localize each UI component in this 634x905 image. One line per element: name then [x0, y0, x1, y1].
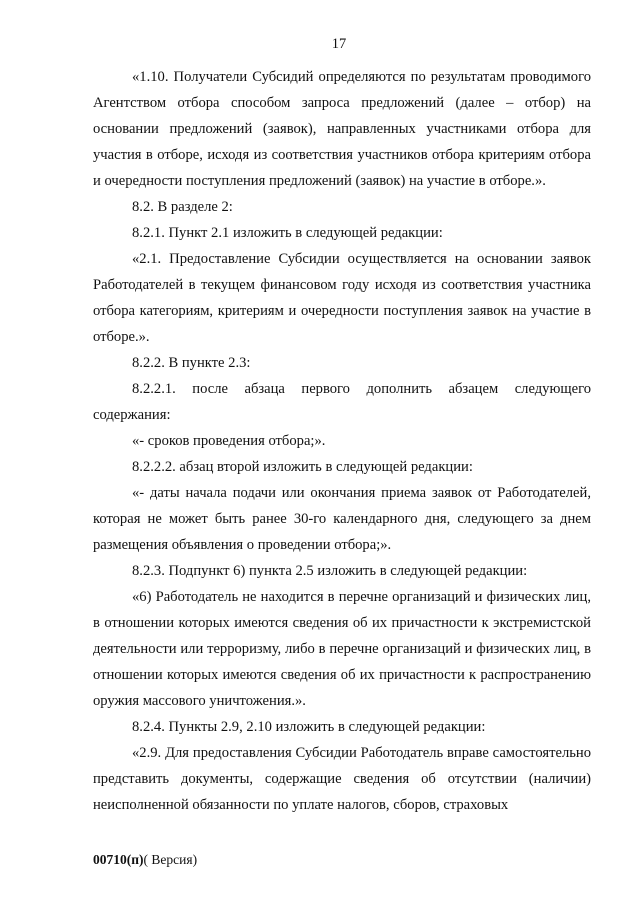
- paragraph-8-2-2-1: 8.2.2.1. после абзаца первого дополнить абзацем следующего содержания:: [93, 381, 591, 423]
- footer-document-code: 00710(п): [93, 852, 144, 867]
- document-body: [93, 64, 591, 818]
- paragraph-2-1-quote: «2.1. Предоставление Субсидии осуществляется на основании заявок Работодателей в текущем финансовом году исходя из соответствия участника отбора категориям, критериям и очередности поступления заявок на участие в отборе.».: [93, 251, 591, 345]
- paragraph-8-2-1: 8.2.1. Пункт 2.1 изложить в следующей редакции:: [132, 225, 443, 241]
- paragraph-dates-quote: «- даты начала подачи или окончания приема заявок от Работодателей, которая не может быть ранее 30-го календарного дня, следующего за днем размещения объявления о проведении отбора;».: [93, 485, 591, 553]
- paragraph-8-2-2-2: 8.2.2.2. абзац второй изложить в следующей редакции:: [132, 459, 473, 475]
- paragraph-8-2: 8.2. В разделе 2:: [132, 199, 233, 215]
- paragraph-8-2-2: 8.2.2. В пункте 2.3:: [132, 355, 251, 371]
- paragraph-8-2-3: 8.2.3. Подпункт 6) пункта 2.5 изложить в следующей редакции:: [132, 563, 528, 579]
- paragraph-6-quote: «6) Работодатель не находится в перечне организаций и физических лиц, в отношении которых имеются сведения об их причастности к экстремистской деятельности или терроризму, либо в перечне организаций и физических лиц, в отношении которых имеются сведения об их причастности к распространению оружия массового уничтожения.».: [93, 589, 591, 709]
- paragraph-1-10: «1.10. Получатели Субсидий определяются по результатам проводимого Агентством отбора способом запроса предложений (далее – отбор) на основании предложений (заявок), направленных участниками отбора для участия в отборе, исходя из соответствия участников отбора критериям отбора и очередности поступления предложений (заявок) на участие в отборе.».: [93, 69, 591, 189]
- page-number: 17: [331, 36, 347, 52]
- paragraph-8-2-4: 8.2.4. Пункты 2.9, 2.10 изложить в следующей редакции:: [132, 719, 486, 735]
- document-footer: [93, 852, 197, 868]
- paragraph-2-9-quote: «2.9. Для предоставления Субсидии Работодатель вправе самостоятельно представить документы, содержащие сведения об отсутствии (наличии) неисполненной обязанности по уплате налогов, сборов, страховых: [93, 745, 591, 813]
- footer-version: ( Версия): [143, 852, 198, 867]
- paragraph-deadlines-quote: «- сроков проведения отбора;».: [132, 433, 326, 449]
